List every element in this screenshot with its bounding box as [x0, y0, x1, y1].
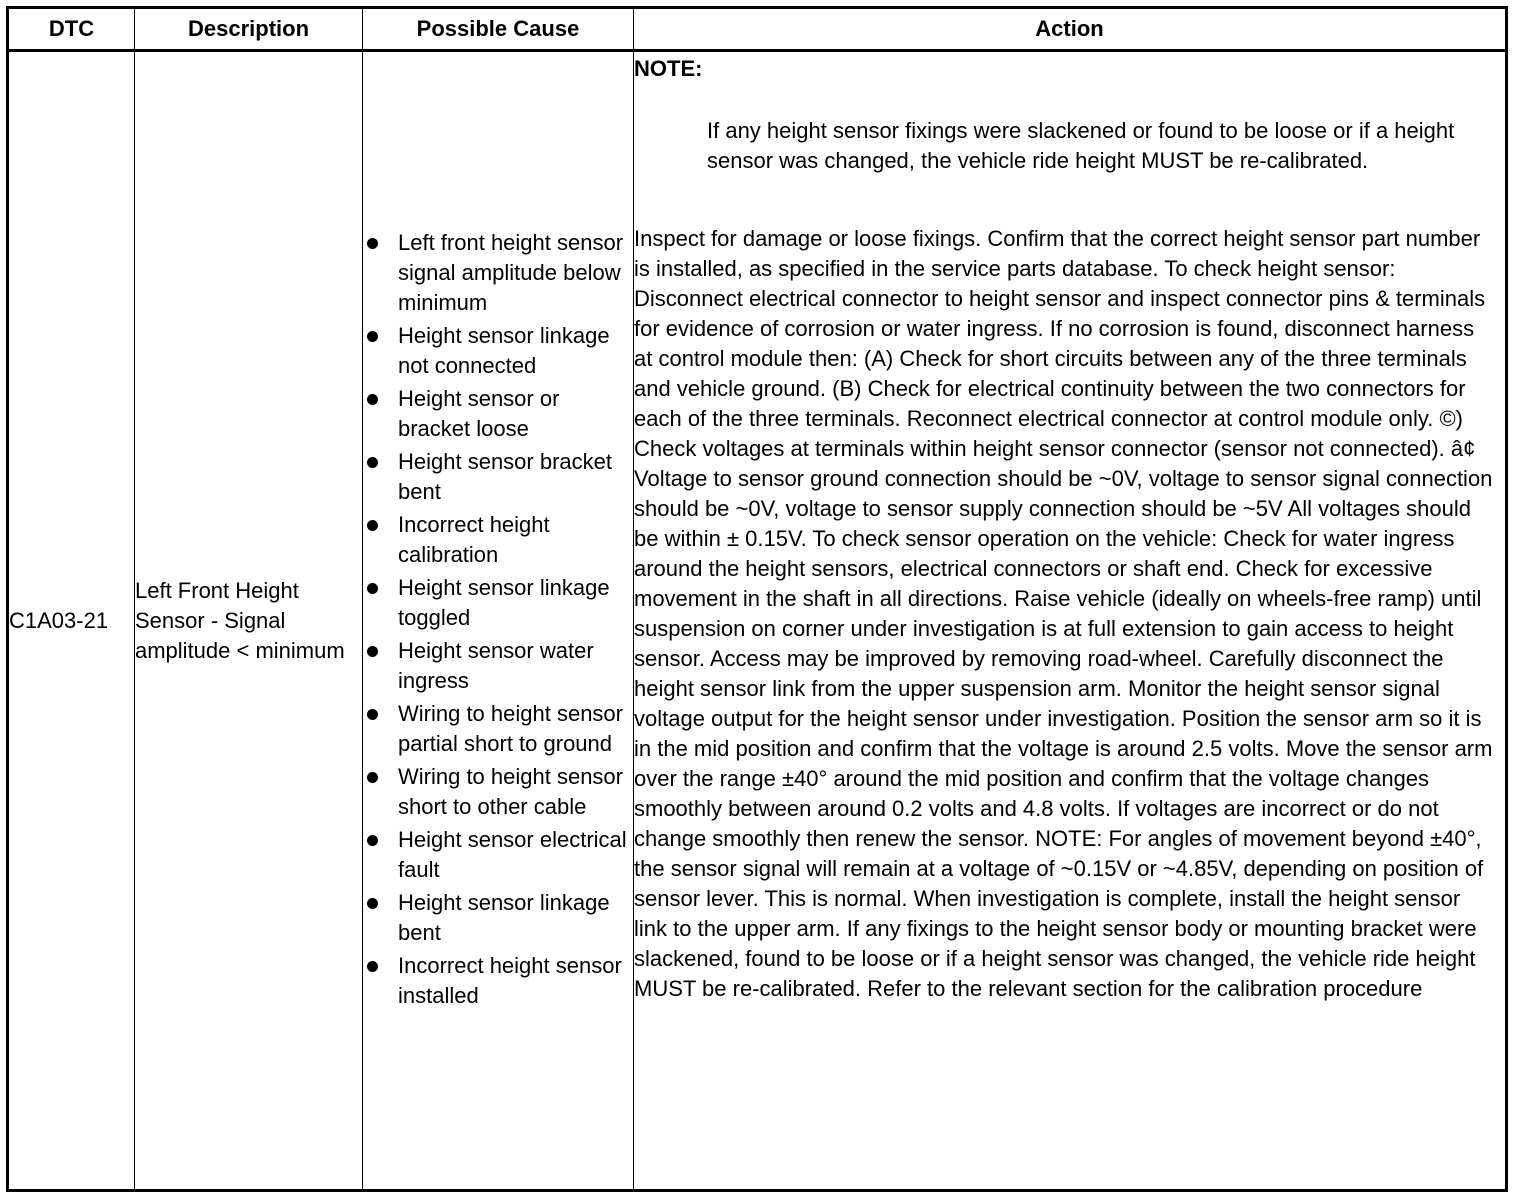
action-cell — [634, 51, 1507, 1191]
bullet-icon — [367, 835, 378, 846]
possible-cause-text: Height sensor bracket bent — [398, 448, 612, 504]
header-description: Description — [135, 8, 363, 51]
bullet-icon — [367, 709, 378, 720]
possible-cause-item — [363, 321, 633, 381]
possible-cause-text: Height sensor or bracket loose — [398, 385, 560, 441]
possible-cause-item — [363, 762, 633, 822]
header-action: Action — [634, 8, 1507, 51]
possible-cause-item — [363, 825, 633, 885]
table-row — [8, 51, 1507, 1191]
bullet-icon — [367, 520, 378, 531]
possible-cause-item — [363, 447, 633, 507]
dtc-code: C1A03-21 — [8, 51, 135, 1191]
possible-cause-item — [363, 510, 633, 570]
bullet-icon — [367, 583, 378, 594]
bullet-icon — [367, 394, 378, 405]
possible-cause-text: Incorrect height sensor installed — [398, 952, 622, 1008]
bullet-icon — [367, 772, 378, 783]
possible-cause-item — [363, 228, 633, 318]
note-title: NOTE: — [634, 56, 703, 81]
possible-cause-text: Height sensor linkage toggled — [398, 574, 610, 630]
dtc-description: Left Front Height Sensor - Signal amplitude < minimum — [135, 51, 363, 1191]
possible-cause-text: Wiring to height sensor partial short to ground — [398, 700, 623, 756]
possible-cause-list — [363, 228, 633, 1011]
bullet-icon — [367, 457, 378, 468]
possible-cause-cell — [363, 51, 634, 1191]
bullet-icon — [367, 898, 378, 909]
possible-cause-text: Height sensor electrical fault — [398, 826, 627, 882]
bullet-icon — [367, 646, 378, 657]
possible-cause-item — [363, 384, 633, 444]
bullet-icon — [367, 238, 378, 249]
possible-cause-item — [363, 636, 633, 696]
possible-cause-text: Left front height sensor signal amplitude below minimum — [398, 229, 624, 315]
possible-cause-text: Height sensor linkage not connected — [398, 322, 610, 378]
table-header-row — [8, 8, 1507, 51]
possible-cause-text: Height sensor water ingress — [398, 637, 594, 693]
possible-cause-item — [363, 888, 633, 948]
possible-cause-item — [363, 951, 633, 1011]
bullet-icon — [367, 331, 378, 342]
header-possible-cause: Possible Cause — [363, 8, 634, 51]
possible-cause-text: Incorrect height calibration — [398, 511, 550, 567]
header-dtc: DTC — [8, 8, 135, 51]
action-body: Inspect for damage or loose fixings. Confirm that the correct height sensor part number is installed, as specified in the service parts database. To check height sensor: Disconnect electrical connector to height sensor and inspect connector pins & terminals for evidence of corrosion or water ingress. If no corrosion is found, disconnect harness at control module then: (A) Check for short circuits between any of the three terminals and vehicle ground. (B) Check for electrical continuity between the two connectors for each of the three terminals. Reconnect electrical connector at control module only. ©) Check voltages at terminals within height sensor connector (sensor not connected). â¢ Voltage to sensor ground connection should be ~0V, voltage to sensor signal connection should be ~0V, voltage to sensor supply connection should be ~5V All voltages should be within ± 0.15V. To check sensor operation on the vehicle: Check for water ingress around the height sensors, electrical connectors or shaft end. Check for excessive movement in the shaft in all directions. Raise vehicle (ideally on wheels-free ramp) until suspension on corner under investigation is at full extension to gain access to height sensor. Access may be improved by removing road-wheel. Carefully disconnect the height sensor link from the upper suspension arm. Monitor the height sensor signal voltage output for the height sensor under investigation. Position the sensor arm so it is in the mid position and confirm that the voltage is around 2.5 volts. Move the sensor arm over the range ±40° around the mid position and confirm that the voltage changes smoothly between around 0.2 volts and 4.8 volts. If voltages are incorrect or do not change smoothly then renew the sensor. NOTE: For angles of movement beyond ±40°, the sensor signal will remain at a voltage of ~0.15V or ~4.85V, depending on position of sensor lever. This is normal. When investigation is complete, install the height sensor link to the upper arm. If any fixings to the height sensor body or mounting bracket were slackened, found to be loose or if a height sensor was changed, the vehicle ride height MUST be re-calibrated. Refer to the relevant section for the calibration procedure — [634, 226, 1493, 1001]
bullet-icon — [367, 961, 378, 972]
possible-cause-item — [363, 699, 633, 759]
possible-cause-text: Height sensor linkage bent — [398, 889, 610, 945]
dtc-table — [6, 6, 1508, 1192]
possible-cause-item — [363, 573, 633, 633]
note-body: If any height sensor fixings were slackened or found to be loose or if a height sensor was changed, the vehicle ride height MUST be re-calibrated. — [707, 118, 1455, 173]
possible-cause-text: Wiring to height sensor short to other cable — [398, 763, 623, 819]
